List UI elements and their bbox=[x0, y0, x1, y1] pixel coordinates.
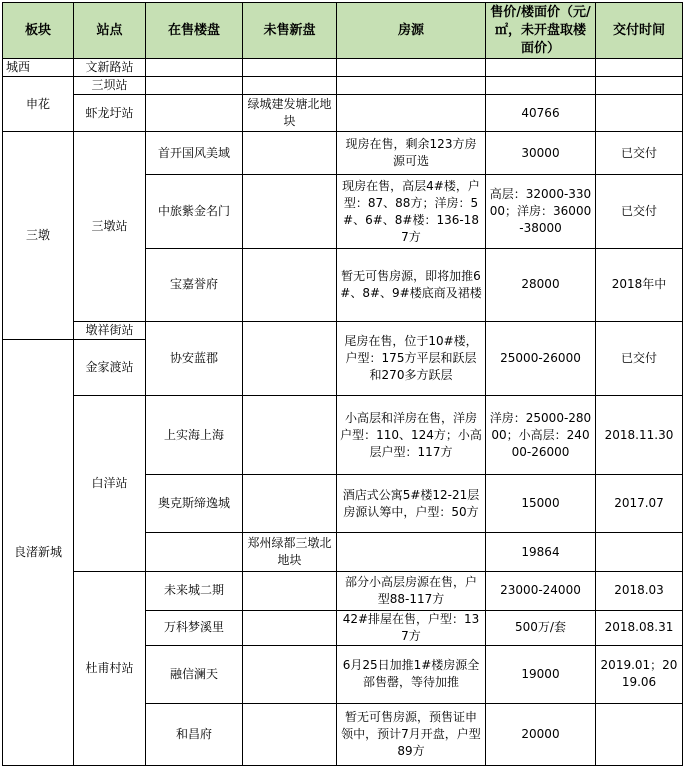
price-cell: 500万/套 bbox=[486, 610, 596, 645]
price-cell: 20000 bbox=[486, 703, 596, 765]
header-weishou: 未售新盘 bbox=[243, 3, 337, 59]
project-cell: 首开国风美域 bbox=[146, 132, 243, 175]
price-cell: 高层：32000-33000；洋房：36000-38000 bbox=[486, 175, 596, 248]
station-cell: 白洋站 bbox=[74, 396, 146, 572]
header-delivery: 交付时间 bbox=[596, 3, 683, 59]
header-bankuai: 板块 bbox=[3, 3, 74, 59]
project-cell: 融信澜天 bbox=[146, 645, 243, 703]
source-cell: 暂无可售房源，预售证申领中，预计7月开盘，户型89方 bbox=[337, 703, 486, 765]
station-cell: 三墩站 bbox=[74, 132, 146, 321]
project-cell: 万科梦溪里 bbox=[146, 610, 243, 645]
header-zhandian: 站点 bbox=[74, 3, 146, 59]
station-cell: 虾龙圩站 bbox=[74, 95, 146, 132]
project-cell: 宝嘉誉府 bbox=[146, 248, 243, 321]
table-row bbox=[3, 95, 683, 132]
table-row bbox=[3, 572, 683, 610]
price-cell: 15000 bbox=[486, 475, 596, 533]
delivery-cell: 2017.07 bbox=[596, 475, 683, 533]
project-cell: 上实海上海 bbox=[146, 396, 243, 475]
source-cell: 现房在售，剩余123方房源可选 bbox=[337, 132, 486, 175]
project-cell: 中旅紫金名门 bbox=[146, 175, 243, 248]
delivery-cell: 已交付 bbox=[596, 175, 683, 248]
source-cell: 尾房在售，位于10#楼，户型：175方平层和跃层和270多方跃层 bbox=[337, 321, 486, 395]
housing-table bbox=[2, 2, 683, 766]
table-row bbox=[3, 396, 683, 475]
project-cell: 和昌府 bbox=[146, 703, 243, 765]
source-cell: 6月25日加推1#楼房源全部售罄，等待加推 bbox=[337, 645, 486, 703]
table-row bbox=[3, 321, 683, 339]
project-cell: 未来城二期 bbox=[146, 572, 243, 610]
station-cell: 三坝站 bbox=[74, 77, 146, 95]
price-cell: 19000 bbox=[486, 645, 596, 703]
region-cell: 良渚新城 bbox=[3, 339, 74, 765]
delivery-cell: 2019.01；2019.06 bbox=[596, 645, 683, 703]
source-cell: 小高层和洋房在售，洋房户型：110、124方；小高层户型：117方 bbox=[337, 396, 486, 475]
price-cell: 19864 bbox=[486, 533, 596, 572]
header-price: 售价/楼面价（元/㎡，未开盘取楼面价） bbox=[486, 3, 596, 59]
delivery-cell: 2018.11.30 bbox=[596, 396, 683, 475]
station-cell: 杜甫村站 bbox=[74, 572, 146, 766]
header-row bbox=[3, 3, 683, 59]
price-cell: 23000-24000 bbox=[486, 572, 596, 610]
region-cell: 三墩 bbox=[3, 132, 74, 340]
source-cell: 暂无可售房源，即将加推6#、8#、9#楼底商及裙楼 bbox=[337, 248, 486, 321]
delivery-cell: 2018.03 bbox=[596, 572, 683, 610]
delivery-cell: 2018年中 bbox=[596, 248, 683, 321]
region-cell: 申花 bbox=[3, 77, 74, 132]
table-row bbox=[3, 132, 683, 175]
table-row bbox=[3, 59, 683, 77]
unsold-cell: 绿城建发塘北地块 bbox=[243, 95, 337, 132]
header-fangyuan: 房源 bbox=[337, 3, 486, 59]
table-row bbox=[3, 77, 683, 95]
source-cell: 42#排屋在售，户型：137方 bbox=[337, 610, 486, 645]
delivery-cell: 已交付 bbox=[596, 132, 683, 175]
delivery-cell: 2018.08.31 bbox=[596, 610, 683, 645]
source-cell: 部分小高层房源在售，户型88-117方 bbox=[337, 572, 486, 610]
price-cell: 25000-26000 bbox=[486, 321, 596, 395]
project-cell: 协安蓝郡 bbox=[146, 321, 243, 395]
station-cell: 金家渡站 bbox=[74, 339, 146, 395]
unsold-cell: 郑州绿都三墩北地块 bbox=[243, 533, 337, 572]
station-cell: 墩祥街站 bbox=[74, 321, 146, 339]
price-cell: 40766 bbox=[486, 95, 596, 132]
source-cell: 现房在售，高层4#楼，户型：87、88方；洋房：5#、6#、8#楼：136-187方 bbox=[337, 175, 486, 248]
delivery-cell bbox=[596, 703, 683, 765]
region-cell: 城西 bbox=[3, 59, 74, 77]
delivery-cell: 已交付 bbox=[596, 321, 683, 395]
project-cell: 奥克斯缔逸城 bbox=[146, 475, 243, 533]
station-cell: 文新路站 bbox=[74, 59, 146, 77]
price-cell: 洋房：25000-28000；小高层：24000-26000 bbox=[486, 396, 596, 475]
header-zaishou: 在售楼盘 bbox=[146, 3, 243, 59]
source-cell: 酒店式公寓5#楼12-21层房源认筹中，户型：50方 bbox=[337, 475, 486, 533]
price-cell: 28000 bbox=[486, 248, 596, 321]
price-cell: 30000 bbox=[486, 132, 596, 175]
